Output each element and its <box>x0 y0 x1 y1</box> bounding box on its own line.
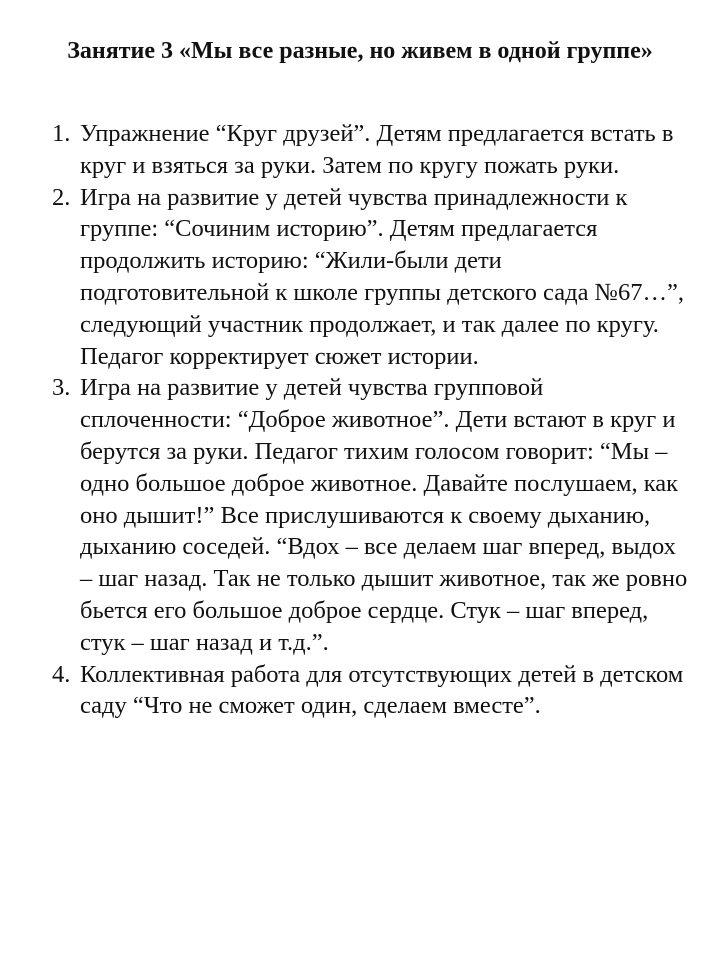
list-item <box>52 182 692 373</box>
exercise-list <box>52 118 692 722</box>
item-number: 2. <box>52 183 71 211</box>
list-item <box>52 659 692 723</box>
item-text: Упражнение “Круг друзей”. Детям предлагается встать в круг и взяться за руки. Затем по кругу пожать руки. <box>80 120 674 179</box>
list-item <box>52 372 692 658</box>
item-text: Коллективная работа для отсутствующих детей в детском саду “Что не сможет один, сделаем вместе”. <box>80 660 684 720</box>
list-item <box>52 118 692 182</box>
item-number: 1. <box>52 120 71 147</box>
item-text: Игра на развитие у детей чувства принадлежности к группе: “Сочиним историю”. Детям предлагается продолжить историю: “Жили-были дети подготовительной к школе группы детского сада №67…”, следующий участник продолжает, и так далее по кругу. Педагог корректирует сюжет истории. <box>80 183 684 370</box>
item-number: 3. <box>52 374 71 402</box>
item-text: Игра на развитие у детей чувства групповой сплоченности: “Доброе животное”. Дети встают в круг и берутся за руки. Педагог тихим голосом говорит: “Мы – одно большое доброе животное. Давайте послушаем, как оно дышит!” Все прислушиваются к своему дыханию, дыханию соседей. “Вдох – все делаем шаг вперед, выдох – шаг назад. Так не только дышит животное, так же ровно бьется его большое доброе сердце. Стук – шаг вперед, стук – шаг назад и т.д.”. <box>80 374 688 656</box>
page-title: Занятие 3 «Мы все разные, но живем в одной группе» <box>67 38 653 64</box>
item-number: 4. <box>52 660 71 688</box>
